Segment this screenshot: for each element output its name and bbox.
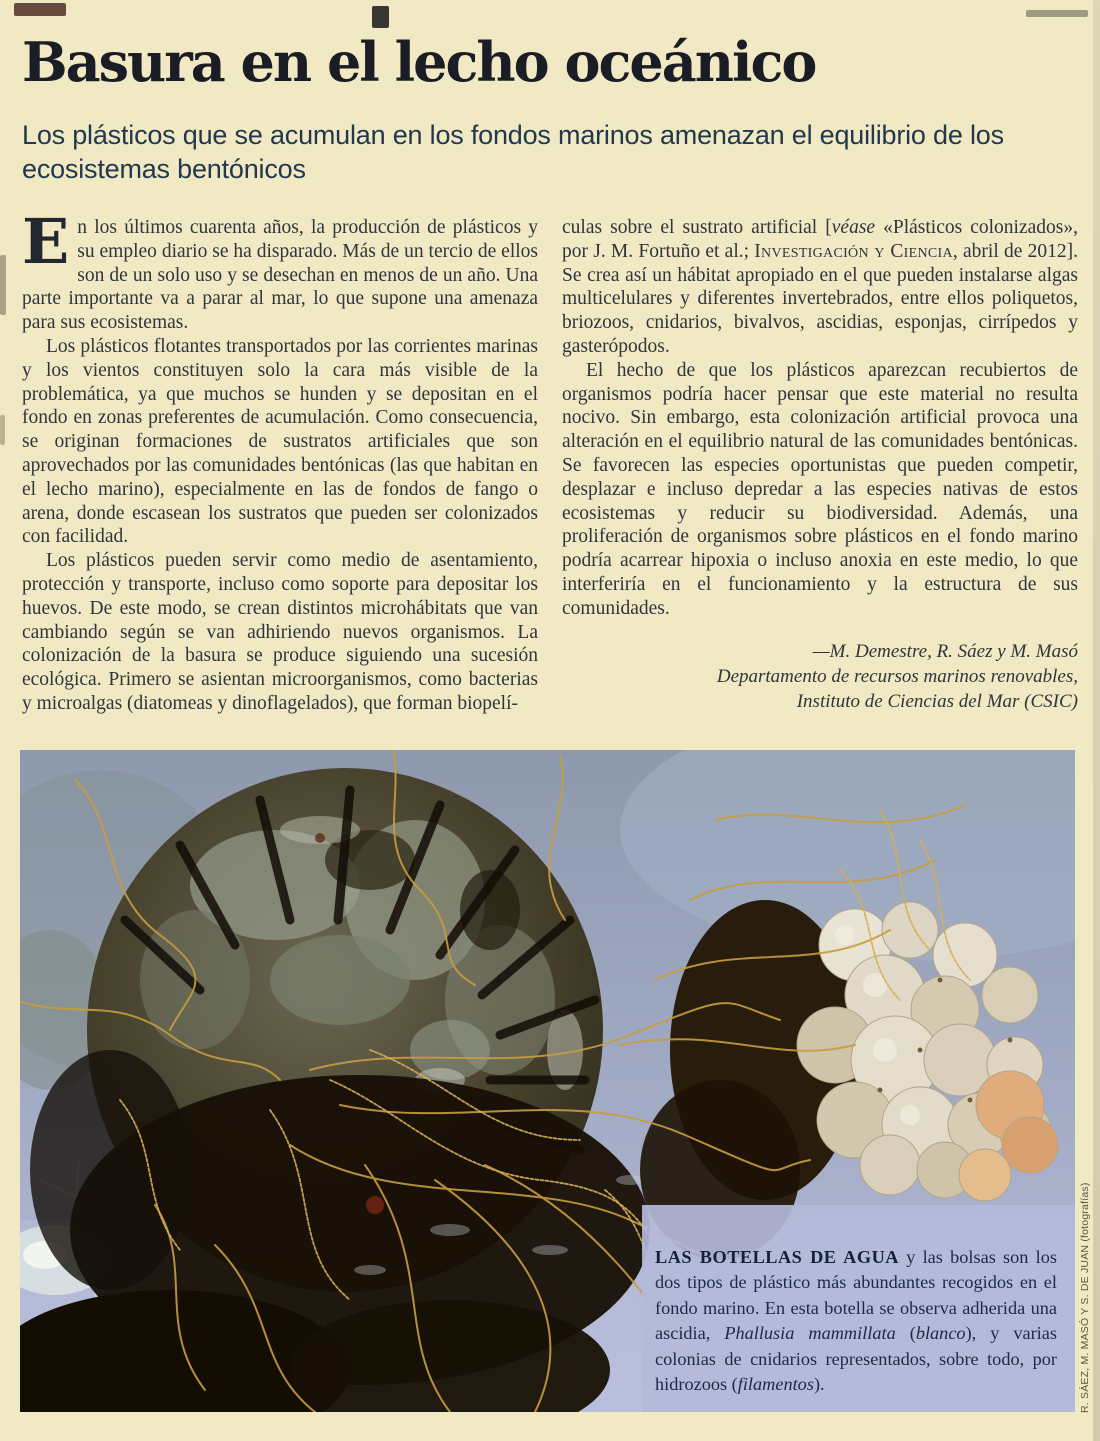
page-edge-shadow — [1093, 0, 1100, 1441]
magazine-name: Investigación y Ciencia — [754, 240, 953, 262]
paragraph-4-text: «Plásticos colonizados», por J. M. Fortuño et al.; — [562, 217, 1078, 262]
photo-credit: R. SÁEZ, M. MASÓ Y S. DE JUAN (fotografías) — [1079, 1182, 1091, 1413]
author-attribution — [562, 639, 1078, 714]
caption-text: y las bolsas son los dos tipos de plástico más abundantes recogidos en el fondo marino. En esta botella se observa adherida una ascidia, — [655, 1247, 1057, 1344]
drop-cap: E — [22, 216, 70, 278]
article-body — [22, 216, 1078, 750]
article-subtitle: Los plásticos que se acumulan en los fondos marinos amenazan el equilibrio de los ecosistemas bentónicos — [22, 120, 1004, 184]
article-title: Basura en el lecho oceánico — [22, 30, 816, 94]
paragraph-5: El hecho de que los plásticos aparezcan recubiertos de organismos podría hacer pensar que este material no resulta nocivo. Sin embargo, esta colonización artificial provoca una alteración en el equilibrio natural de las comunidades bentónicas. Se favorecen las especies oportunistas que pueden competir, desplazar e incluso depredar a las especies nativas de estos ecosistemas y reducir su biodiversidad. Además, una proliferación de organismos sobre plásticos en el fondo marino podría acarrear hipoxia o incluso anoxia en este medio, lo que interferiría en el funcionamiento y la estructura de sus comunidades. — [562, 359, 1078, 619]
paragraph-2: Los plásticos flotantes transportados por las corrientes marinas y los vientos constituyen solo la cara más visible de la problemática, ya que muchos se hunden y se depositan en el fondo en zonas preferentes de acumulación. Como consecuencia, se originan formaciones de sustratos artificiales que son aprovechados por las comunidades bentónicas (las que habitan en el lecho marino), especialmente en las de fondos de fango o arena, donde escasean los sustratos que pueden ser colonizados con facilidad. — [22, 335, 538, 548]
attribution-department: Departamento de recursos marinos renovables, — [716, 665, 1078, 687]
scan-artifact — [1026, 10, 1088, 17]
paragraph-1 — [22, 216, 538, 335]
vease-italic: véase — [831, 217, 876, 238]
scan-artifact — [14, 3, 66, 16]
caption-filamentos-italic: filamentos — [737, 1374, 814, 1395]
scan-artifact — [372, 6, 389, 28]
caption-blanco-italic: blanco — [915, 1323, 966, 1344]
left-column — [22, 216, 538, 750]
seafloor-litter-figure — [20, 750, 1075, 1412]
paragraph-3: Los plásticos pueden servir como medio de asentamiento, protección y transporte, incluso como soporte para depositar los huevos. De este modo, se crean distintos microhábitats que van cambiando según se van adhiriendo nuevos organismos. La colonización de la basura se produce siguiendo una sucesión ecológica. Primero se asientan microorganismos, como bacterias y microalgas (diatomeas y dinoflagelados), que forman biopelí- — [22, 550, 538, 714]
paragraph-4 — [562, 216, 1078, 359]
caption-lead: LAS BOTELLAS DE AGUA — [655, 1247, 899, 1267]
right-column — [562, 216, 1078, 750]
caption-text: ), y varias colonias de cnidarios representados, sobre todo, por hidrozoos ( — [655, 1323, 1057, 1395]
attribution-institute: Instituto de Ciencias del Mar (CSIC) — [796, 690, 1078, 712]
caption-text: ). — [813, 1374, 825, 1395]
scan-artifact — [0, 255, 6, 315]
photo-caption — [655, 1245, 1057, 1397]
paragraph-1-text: n los últimos cuarenta años, la producción de plásticos y su empleo diario se ha disparado. Más de un tercio de ellos son de un solo uso y se desechan en menos de un año. Una parte importante va a parar al mar, lo que supone una amenaza para sus ecosistemas. — [22, 217, 538, 334]
paragraph-4-text: culas sobre el sustrato artificial [ — [562, 217, 832, 238]
scan-artifact — [0, 415, 5, 445]
attribution-authors: —M. Demestre, R. Sáez y M. Masó — [812, 640, 1078, 662]
caption-text: ( — [895, 1323, 916, 1344]
caption-species-italic: Phallusia mammillata — [724, 1323, 896, 1344]
paragraph-4-text: , abril de 2012]. Se crea así un hábitat apropiado en el que pueden instalarse algas multicelulares y diferentes invertebrados, entre ellos poliquetos, briozoos, cnidarios, bivalvos, ascidias, esponjas, cirrípedos y gasterópodos. — [562, 240, 1078, 357]
